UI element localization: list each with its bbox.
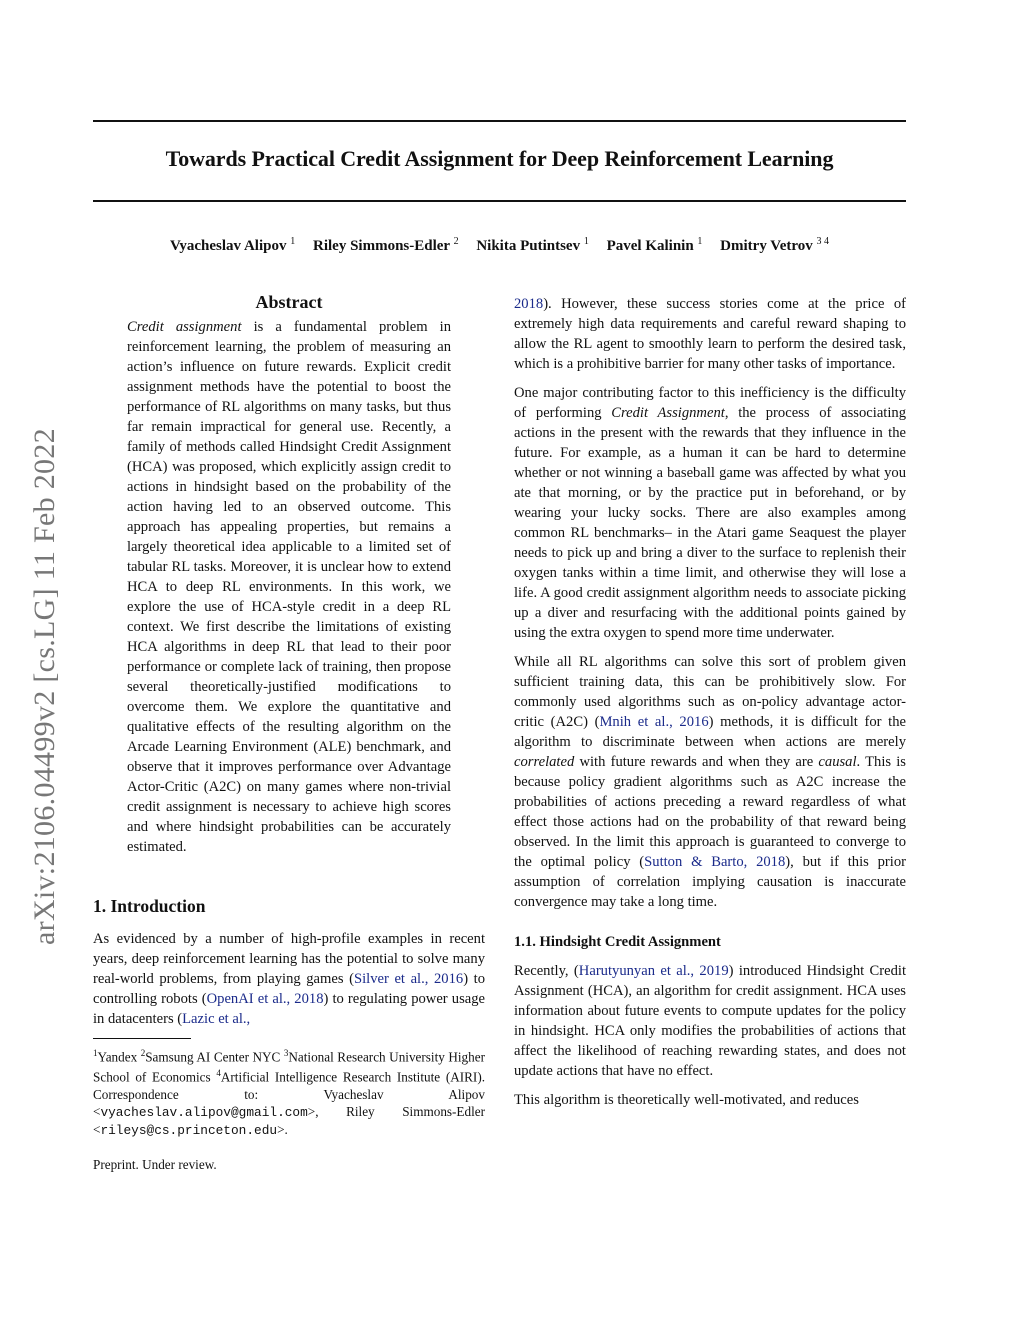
text-run: Yandex	[97, 1049, 141, 1065]
text-run: with future rewards and when they are	[574, 754, 819, 770]
author-affiliation: 1	[697, 236, 703, 247]
author	[476, 238, 589, 254]
citation-link[interactable]: OpenAI et al., 2018	[206, 991, 324, 1007]
text-run: ) methods, it is difficult for the algorithm to discriminate between when actions are merely	[514, 714, 906, 750]
left-column	[93, 292, 485, 1173]
text-run: ) to controlling robots (	[93, 971, 485, 1007]
emphasis-term: causal	[818, 754, 857, 770]
author-affiliation: 1	[290, 236, 296, 247]
citation-link[interactable]: Harutyunyan et al., 2019	[578, 963, 729, 979]
text-run: ). However, these success stories come at the price of extremely high data requirements and careful reward shaping to allow the RL agent to smoothly learn to perform the desired task, which is a prohibitive barrier for many other tasks of importance.	[514, 296, 906, 372]
abstract-term: Credit assignment	[127, 319, 242, 335]
abstract-text: is a fundamental problem in reinforcement learning, the problem of measuring an action’s influence on future rewards. Explicit credit assignment methods have the potential to boost the performance of RL algorithms on many tasks, but thus far remain impractical for general use. Recently, a family of methods called Hindsight Credit Assignment (HCA) was proposed, which explicitly assign credit to actions in hindsight based on the probability of the action having led to an observed outcome. This approach has appealing properties, but remains a largely theoretical idea applicable to a limited set of tabular RL tasks. Moreover, it is unclear how to extend HCA to deep RL environments. In this work, we explore the use of HCA-style credit in a deep RL context. We first describe the limitations of existing HCA algorithms in deep RL that lead to their poor performance or complete lack of training, then propose several theoretically-justified modifications to overcome them. We explore the quantitative and qualitative effects of the resulting algorithm on the Arcade Learning Environment (ALE) benchmark, and observe that it improves performance over Advantage Actor-Critic (A2C) on many games where non-trivial credit assignment is necessary to achieve high scores and where hindsight probabilities can be accurately estimated.	[127, 319, 451, 855]
email-address[interactable]: rileys@cs.princeton.edu	[100, 1122, 278, 1138]
footnote-mark: 4	[216, 1068, 221, 1079]
citation-link[interactable]: Sutton & Barto, 2018	[644, 854, 786, 870]
author	[170, 238, 295, 254]
footnote-mark: 3	[283, 1048, 289, 1058]
section-heading-introduction: 1. Introduction	[93, 896, 206, 916]
author-affiliation: 1	[583, 236, 589, 247]
title-rule-top	[93, 120, 906, 122]
text-run: , the process of associating actions in the present with the rewards that they influence in the future. For example, as a human it can be hard to determine whether or not winning a baseball game was affected by what you ate that morning, or by the practice put in beforehand, or by wearing your lucky socks. There are also examples among common RL benchmarks– in the Atari game Seaquest the player needs to pick up and bring a diver to the surface to replenish their oxygen tanks within a time limit, and otherwise they will lose a life. A good credit assignment algorithm needs to associate picking up a diver and resurfacing with the additional points gained by using the extra oxygen to spend more time underwater.	[514, 405, 907, 641]
emphasis-term: correlated	[514, 754, 575, 770]
citation-link[interactable]: Mnih et al., 2016	[599, 714, 709, 730]
text-run: ) introduced Hindsight Credit Assignment (HCA), an algorithm for credit assignment. HCA uses information about future events to compute updates for the policy in hindsight. HCA only modifies the probabilities of actions that affect the likelihood of reaching rewarding states, and does not update actions that have no effect.	[514, 963, 907, 1079]
emphasis-term: Credit Assignment	[611, 405, 725, 421]
text-run: Samsung AI Center NYC	[145, 1049, 284, 1065]
hca-paragraph-2: This algorithm is theoretically well-motivated, and reduces	[514, 1092, 859, 1108]
author-affiliation: 2	[453, 236, 459, 247]
author-name: Riley Simmons-Edler	[313, 238, 450, 254]
text-run: As evidenced by a number of high-profile examples in recent years, deep reinforcement learning has the potential to solve many real-world problems, from playing games (	[93, 931, 485, 987]
intro-paragraph-1	[93, 929, 485, 1029]
text-run: While all RL algorithms can solve this sort of problem given sufficient training data, this can be prohibitively slow. For commonly used algorithms such as on-policy advantage actor-critic (A2C) (	[514, 654, 906, 730]
arxiv-identifier: arXiv:2106.04499v2 [cs.LG] 11 Feb 2022	[28, 428, 61, 945]
text-run: . This is because policy gradient algorithms such as A2C increase the probabilities of actions preceding a reward regardless of what effect those actions had on the probability of that reward being observed. In the limit this approach is guaranteed to converge to the optimal policy (	[514, 754, 906, 870]
preprint-notice: Preprint. Under review.	[93, 1156, 217, 1172]
footnote-mark: 1	[93, 1048, 98, 1058]
intro-paragraph-3	[514, 652, 906, 912]
author-name: Dmitry Vetrov	[720, 238, 813, 254]
author-affiliation: 3 4	[816, 236, 830, 247]
author-list	[93, 236, 906, 255]
hca-paragraph-1	[514, 961, 906, 1081]
author-name: Vyacheslav Alipov	[169, 238, 287, 254]
author	[720, 238, 829, 254]
author-name: Pavel Kalinin	[606, 238, 694, 254]
text-run: National Research University Higher School of Economics	[93, 1049, 485, 1085]
title-rule-bottom	[93, 200, 906, 202]
right-column	[514, 292, 906, 1119]
subsection-heading-hca: 1.1. Hindsight Credit Assignment	[514, 934, 721, 950]
citation-link[interactable]: 2018	[514, 296, 544, 312]
email-address[interactable]: vyacheslav.alipov@gmail.com	[100, 1104, 308, 1120]
footnote-mark: 2	[140, 1048, 146, 1058]
paper-title: Towards Practical Credit Assignment for Deep Reinforcement Learning	[165, 146, 834, 171]
text-run: Recently, (	[514, 963, 579, 979]
abstract-body	[127, 317, 451, 857]
author	[607, 238, 703, 254]
intro-paragraph-1-continued	[514, 294, 906, 374]
text-run: Artificial Intelligence Research Institute (AIRI). Correspondence to: Vyacheslav Alipov <	[93, 1069, 486, 1119]
author	[313, 238, 459, 254]
text-run: ), but if this prior assumption of correlation implying causation is inaccurate convergence may take a long time.	[514, 854, 906, 910]
intro-paragraph-2	[514, 383, 906, 643]
abstract-heading: Abstract	[255, 292, 323, 312]
text-run: ) to regulating power usage in datacenters (	[93, 991, 486, 1027]
text-run: >.	[277, 1121, 288, 1137]
text-run: >, Riley Simmons-Edler <	[93, 1103, 485, 1137]
affiliations-footnote	[93, 1045, 485, 1139]
text-run: One major contributing factor to this inefficiency is the difficulty of performing	[514, 385, 906, 421]
citation-link[interactable]: Lazic et al.,	[182, 1011, 251, 1027]
author-name: Nikita Putintsev	[476, 238, 581, 254]
citation-link[interactable]: Silver et al., 2016	[354, 971, 464, 987]
footnote-rule	[93, 1038, 191, 1039]
